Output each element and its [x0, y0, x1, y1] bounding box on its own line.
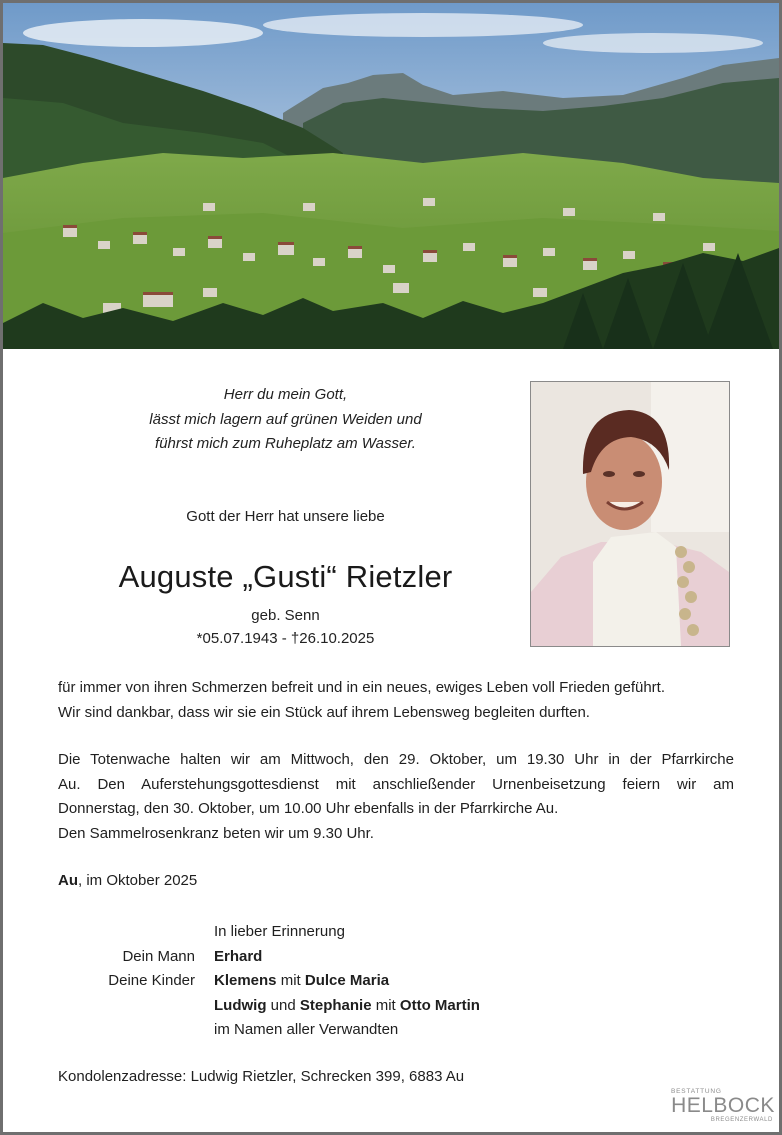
- partner-name: Dulce Maria: [304, 972, 390, 989]
- portrait-image: [531, 382, 729, 646]
- maiden-name: geb. Senn: [251, 607, 320, 624]
- deceased-name: Auguste „Gusti“ Rietzler: [118, 559, 453, 594]
- children-label: Deine Kinder: [108, 972, 195, 989]
- connector: mit: [276, 972, 305, 989]
- paragraph-services: [58, 748, 734, 846]
- mountain-village-image: [3, 3, 779, 349]
- child1-row: [214, 969, 734, 994]
- place-town: Au: [58, 872, 78, 889]
- remembrance-heading: In lieber Erinnerung: [214, 923, 345, 940]
- grandchild-name: Otto Martin: [399, 996, 480, 1014]
- husband-name: Erhard: [214, 947, 263, 965]
- child-name: Ludwig: [214, 996, 267, 1014]
- paragraph-line: Den Sammelrosenkranz beten wir um 9.30 Uhr.: [58, 824, 374, 842]
- family-names: [214, 920, 734, 1043]
- verse-line: führst mich zum Ruheplatz am Wasser.: [155, 435, 416, 452]
- paragraph-release: [58, 676, 734, 725]
- condolence-address: Kondolenzadresse: Ludwig Rietzler, Schrecken 399, 6883 Au: [58, 1068, 465, 1085]
- child-name: Klemens: [214, 972, 277, 989]
- paragraph-line: Die Totenwache halten wir am Mittwoch, den 29. Oktober, um 19.30 Uhr in der Pfarrkirche: [58, 751, 734, 768]
- logo-top-text: BESTATTUNG: [671, 1088, 722, 1095]
- life-dates: *05.07.1943 - †26.10.2025: [196, 630, 375, 647]
- portrait-photo: [530, 381, 730, 647]
- spacer-row: [58, 920, 195, 945]
- connector: und: [266, 996, 300, 1014]
- paragraph-line: Wir sind dankbar, dass wir sie ein Stück auf ihrem Lebensweg begleiten durften.: [58, 703, 590, 721]
- paragraph-line: Donnerstag, den 30. Oktober, um 10.00 Uhr ebenfalls in der Pfarrkirche Au.: [58, 800, 559, 817]
- husband-row: [214, 945, 734, 970]
- landscape-photo: [3, 3, 779, 349]
- partner-name: Stephanie: [299, 996, 372, 1014]
- family-labels: [58, 920, 195, 994]
- child2-row: [214, 994, 734, 1019]
- relatives-line: im Namen aller Verwandten: [214, 1021, 399, 1038]
- logo-bottom-text: BREGENZERWALD: [710, 1117, 773, 1123]
- paragraph-line: für immer von ihren Schmerzen befreit und in ein neues, ewiges Leben voll Frieden geführt.: [58, 679, 665, 696]
- connector: mit: [371, 996, 400, 1014]
- husband-label: Dein Mann: [122, 947, 195, 965]
- funeral-home-logo: [669, 1088, 777, 1130]
- place-month: , im Oktober 2025: [78, 872, 198, 889]
- logo-main-text: HELBOCK: [671, 1094, 775, 1117]
- verse-line: lässt mich lagern auf grünen Weiden und: [149, 410, 422, 428]
- bible-verse: [63, 383, 508, 457]
- place-date: [58, 872, 197, 889]
- intro-text: Gott der Herr hat unsere liebe: [186, 508, 385, 525]
- verse-line: Herr du mein Gott,: [223, 386, 348, 403]
- paragraph-line: Au. Den Auferstehungsgottesdienst mit anschließender Urnenbeisetzung feiern wir am: [58, 775, 734, 793]
